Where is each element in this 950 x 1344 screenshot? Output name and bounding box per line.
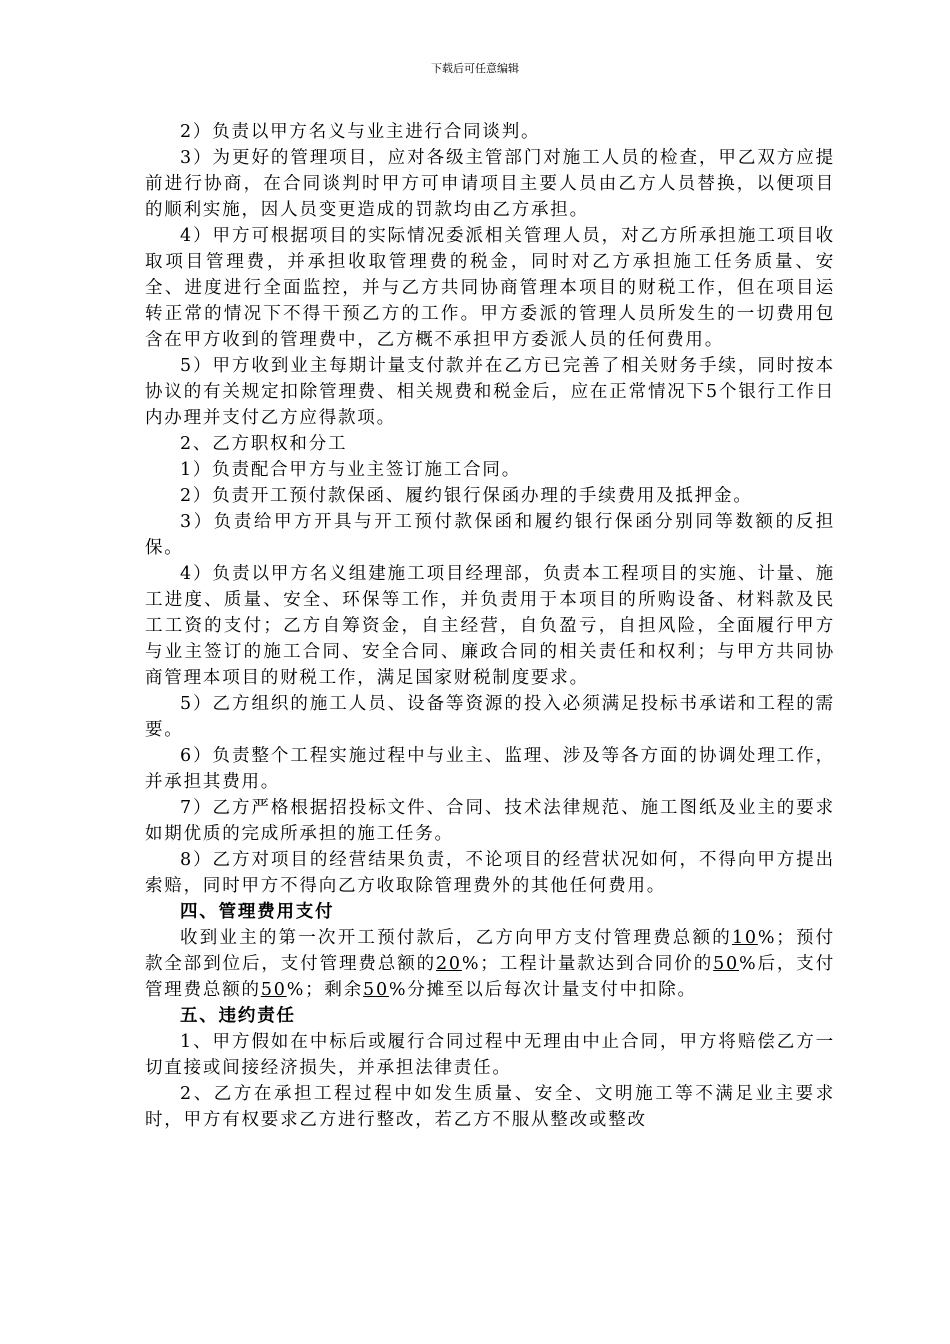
- underlined-value: 50: [713, 954, 739, 974]
- paragraph: 4）负责以甲方名义组建施工项目经理部，负责本工程项目的实施、计量、施工进度、质量、安全、环保等工作，并负责用于本项目的所购设备、材料款及民工工资的支付；乙方自筹资金，自主经营，自负盈亏，自担风险，全面履行甲方与业主签订的施工合同、安全合同、廉政合同的相关责任和权利；与甲方共同协商管理本项目的财税工作，满足国家财税制度要求。: [145, 564, 835, 688]
- paragraph: 2）负责以甲方名义与业主进行合同谈判。: [180, 122, 541, 142]
- underlined-value: 50: [260, 980, 287, 1000]
- document-body: [145, 119, 835, 1133]
- text-segment: %；预付款全部到位后，支付管理费总额的: [145, 928, 835, 974]
- paragraph: 2、乙方在承担工程过程中如发生质量、安全、文明施工等不满足业主要求时，甲方有权要求乙方进行整改，若乙方不服从整改或整改: [145, 1084, 835, 1130]
- paragraph: 3）负责给甲方开具与开工预付款保函和履约银行保函分别同等数额的反担保。: [145, 512, 835, 558]
- underlined-value: 20: [436, 954, 462, 974]
- subsection-title: 2、乙方职权和分工: [180, 434, 348, 454]
- text-segment: %后，支付管理费总额的: [145, 954, 836, 1000]
- underlined-value: 10: [731, 928, 758, 948]
- payment-paragraph: [145, 925, 835, 1003]
- paragraph: 8）乙方对项目的经营结果负责，不论项目的经营状况如何，不得向甲方提出索赔，同时甲方不得向乙方收取除管理费外的其他任何费用。: [145, 850, 835, 896]
- paragraph: 1、甲方假如在中标后或履行合同过程中无理由中止合同，甲方将赔偿乙方一切直接或间接经济损失，并承担法律责任。: [145, 1032, 835, 1078]
- underlined-value: 50: [363, 980, 389, 1000]
- paragraph: 6）负责整个工程实施过程中与业主、监理、涉及等各方面的协调处理工作，并承担其费用。: [145, 746, 835, 792]
- paragraph: 1）负责配合甲方与业主签订施工合同。: [180, 460, 522, 480]
- paragraph: 3）为更好的管理项目，应对各级主管部门对施工人员的检查，甲乙双方应提前进行协商，在合同谈判时甲方可申请项目主要人员由乙方人员替换，以便项目的顺利实施，因人员变更造成的罚款均由乙方承担。: [145, 148, 835, 220]
- section-heading-payment: 四、管理费用支付: [180, 902, 335, 922]
- paragraph: 4）甲方可根据项目的实际情况委派相关管理人员，对乙方所承担施工项目收取项目管理费，并承担收取管理费的税金，同时对乙方承担施工任务质量、安全、进度进行全面监控，并与乙方共同协商管理本项目的财税工作，但在项目运转正常的情况下不得干预乙方的工作。甲方委派的管理人员所发生的一切费用包含在甲方收到的管理费中，乙方概不承担甲方委派人员的任何费用。: [145, 226, 835, 350]
- text-segment: %；剩余: [286, 980, 364, 1000]
- text-segment: %；工程计量款达到合同价的: [461, 954, 714, 974]
- page-header: 下载后可任意编辑: [431, 62, 519, 75]
- paragraph: 7）乙方严格根据招投标文件、合同、技术法律规范、施工图纸及业主的要求如期优质的完成所承担的施工任务。: [145, 798, 835, 844]
- section-heading-breach: 五、违约责任: [180, 1006, 296, 1026]
- text-segment: 收到业主的第一次开工预付款后，乙方向甲方支付管理费总额的: [180, 928, 732, 948]
- paragraph: 5）甲方收到业主每期计量支付款并在乙方已完善了相关财务手续，同时按本协议的有关规定扣除管理费、相关规费和税金后，应在正常情况下5个银行工作日内办理并支付乙方应得款项。: [145, 356, 835, 428]
- paragraph: 2）负责开工预付款保函、履约银行保函办理的手续费用及抵押金。: [180, 486, 753, 506]
- paragraph: 5）乙方组织的施工人员、设备等资源的投入必须满足投标书承诺和工程的需要。: [145, 694, 835, 740]
- text-segment: %分摊至以后每次计量支付中扣除。: [388, 980, 697, 1000]
